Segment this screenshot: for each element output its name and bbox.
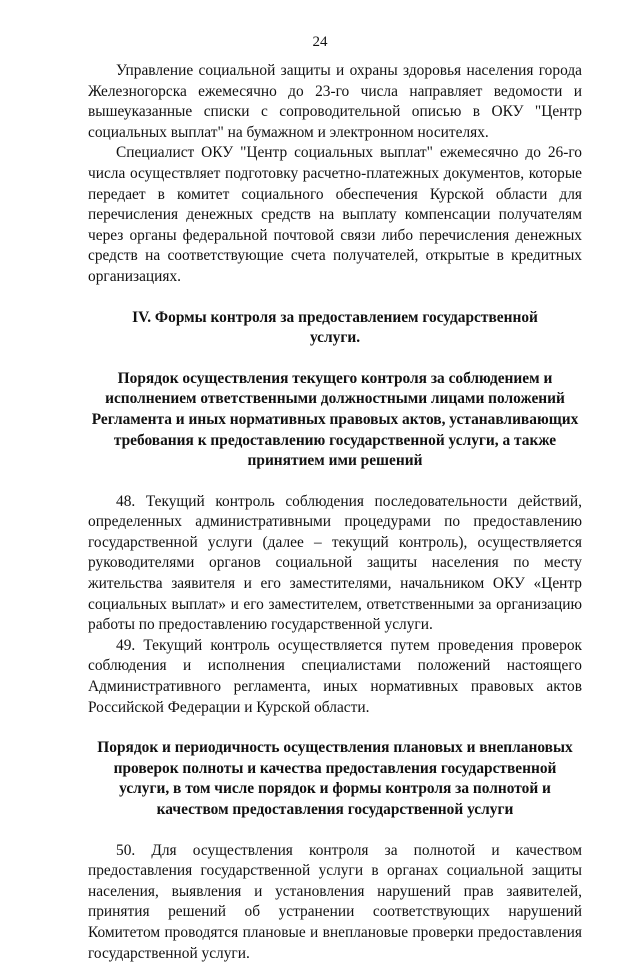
paragraph: 50. Для осуществления контроля за полнотой и качеством предоставления государственной услуги в органах социальной защиты населения, выявления и установления нарушений прав заявителей, принятия решений об устранении соответствующих нарушений Комитетом проводятся плановые и внеплановые проверки предоставления государственной услуги.: [88, 841, 582, 962]
paragraph: 49. Текущий контроль осуществляется путем проведения проверок соблюдения и исполнения специалистами положений настоящего Административного регламента, иных нормативных правовых актов Российской Федерации и Курской области.: [88, 636, 582, 716]
spacer: [88, 821, 582, 841]
subsection-title: Порядок осуществления текущего контроля за соблюдением и исполнением ответственными должностными лицами положений Регламента и иных нормативных правовых актов, устанавливающих требования к предоставлению государственной услуги, а также принятием ими решений: [91, 369, 579, 470]
document-body: [88, 61, 582, 964]
paragraph: Специалист ОКУ "Центр социальных выплат" ежемесячно до 26-го числа осуществляет подготовку расчетно-платежных документов, которые передает в комитет социального обеспечения Курской области для перечисления денежных средств на выплату компенсации получателям через органы федеральной почтовой связи либо перечисления денежных средств на соответствующие счета получателей, открытые в кредитных организациях.: [88, 144, 582, 285]
subsection-title: Порядок и периодичность осуществления плановых и внеплановых проверок полноты и качества предоставления государственной услуги, в том числе порядок и формы контроля за полнотой и качеством предоставления государственной услуги: [97, 739, 573, 818]
paragraph: 48. Текущий контроль соблюдения последовательности действий, определенных административными процедурами по предоставлению государственной услуги (далее – текущий контроль), осуществляется руководителями органов социальной защиты населения по месту жительства заявителя и его заместителями, начальником ОКУ «Центр социальных выплат» и его заместителем, ответственными за организацию работы по предоставлению государственной услуги.: [88, 492, 582, 634]
spacer: [88, 472, 582, 492]
section-title: IV. Формы контроля за предоставлением государственной услуги.: [132, 308, 538, 347]
page-number: 24: [312, 34, 328, 50]
paragraph: Управление социальной защиты и охраны здоровья населения города Железногорска ежемесячно до 23-го числа направляет ведомости и вышеуказанные списки с сопроводительной описью в ОКУ "Центр социальных выплат" на бумажном и электронном носителях.: [88, 62, 582, 141]
